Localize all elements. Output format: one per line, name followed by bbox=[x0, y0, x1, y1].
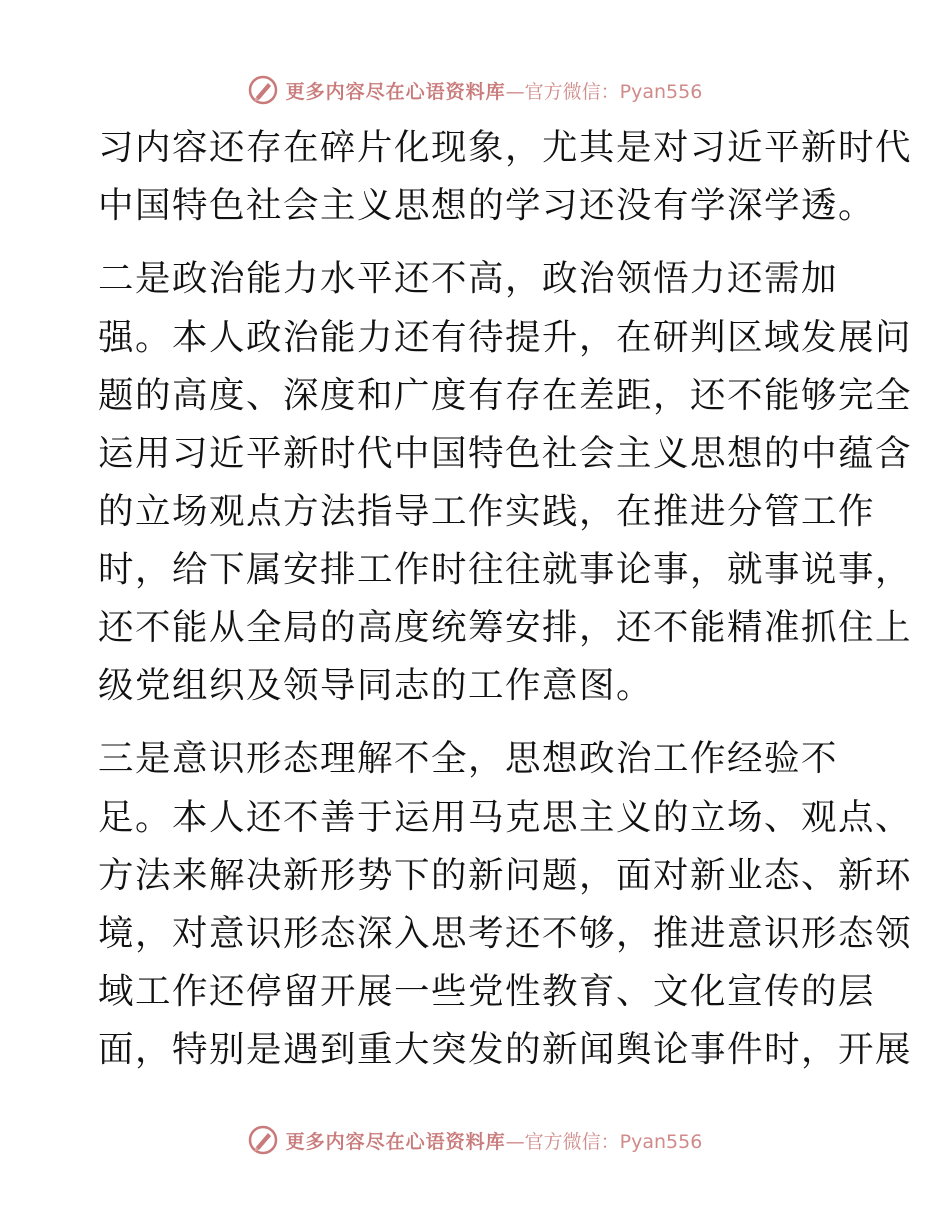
watermark-contact: —官方微信：Pyan556 bbox=[505, 80, 703, 103]
text-line: 足。本人还不善于运用马克思主义的立场、观点、 bbox=[98, 797, 913, 838]
watermark-contact: —官方微信：Pyan556 bbox=[505, 1130, 703, 1153]
text-line: 域工作还停留开展一些党性教育、文化宣传的层 bbox=[98, 971, 876, 1012]
text-line: 方法来解决新形势下的新问题，面对新业态、新环 bbox=[98, 855, 913, 896]
text-line: 还不能从全局的高度统筹安排，还不能精准抓住上 bbox=[98, 607, 913, 648]
pen-logo-icon bbox=[248, 1125, 278, 1155]
text-line: 题的高度、深度和广度有存在差距，还不能够完全 bbox=[98, 375, 913, 416]
watermark-brand: 更多内容尽在心语资料库 bbox=[285, 1130, 506, 1153]
text-line: 时，给下属安排工作时往往就事论事，就事说事， bbox=[98, 549, 913, 590]
pen-logo-icon bbox=[248, 75, 278, 105]
text-line: 面，特别是遇到重大突发的新闻舆论事件时，开展 bbox=[98, 1029, 913, 1070]
paragraph-heading: 二是政治能力水平还不高，政治领悟力还需加 bbox=[98, 258, 839, 299]
text-line: 的立场观点方法指导工作实践，在推进分管工作 bbox=[98, 491, 876, 532]
watermark-brand: 更多内容尽在心语资料库 bbox=[285, 80, 506, 103]
watermark-footer bbox=[0, 1122, 950, 1158]
text-line: 习内容还存在碎片化现象，尤其是对习近平新时代 bbox=[98, 127, 913, 168]
text-line: 强。本人政治能力还有待提升，在研判区域发展问 bbox=[98, 317, 913, 358]
paragraph-heading: 三是意识形态理解不全，思想政治工作经验不 bbox=[98, 738, 839, 779]
text-line: 级党组织及领导同志的工作意图。 bbox=[98, 665, 654, 706]
text-line: 中国特色社会主义思想的学习还没有学深学透。 bbox=[98, 185, 876, 226]
text-line: 境，对意识形态深入思考还不够，推进意识形态领 bbox=[98, 913, 913, 954]
text-line: 运用习近平新时代中国特色社会主义思想的中蕴含 bbox=[98, 433, 913, 474]
watermark-header bbox=[0, 72, 950, 108]
